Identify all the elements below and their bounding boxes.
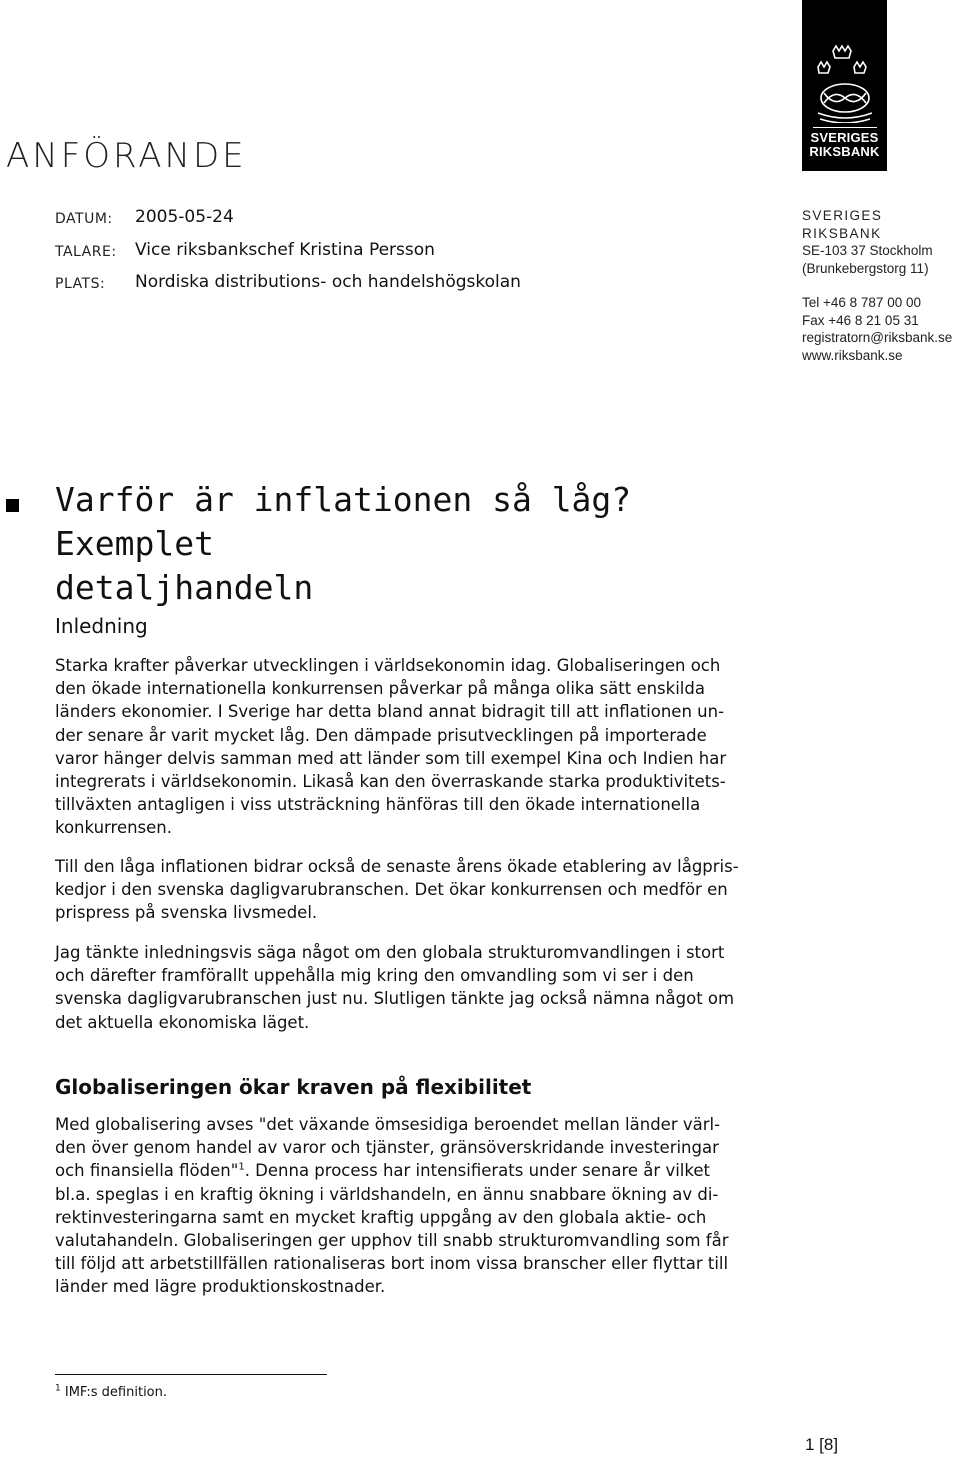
logo-text-riksbank: RIKSBANK <box>809 144 880 159</box>
headline-line: detaljhandeln <box>55 568 314 607</box>
text-line: integrerats i världsekonomin. Likaså kan den överraskande starka produktivitets- <box>55 772 726 792</box>
address-org: SVERIGES RIKSBANK <box>802 208 883 241</box>
section-heading-globalization: Globaliseringen ökar kraven på flexibilitet <box>55 1075 532 1099</box>
text-line: Jag tänkte inledningsvis säga något om den globala strukturomvandlingen i stort <box>55 943 725 962</box>
page-number: 1 [8] <box>805 1435 839 1454</box>
text-line: valutahandeln. Globaliseringen ger upphov till snabb strukturomvandling som får <box>55 1231 729 1251</box>
crown-emblem-icon <box>810 43 880 123</box>
globalization-paragraph-1 <box>55 1113 795 1299</box>
text-fragment: . Denna process har intensifierats under senare år vilket <box>244 1161 710 1181</box>
footnote-text: IMF:s definition. <box>64 1385 168 1400</box>
text-line: det aktuella ekonomiska läget. <box>55 1012 310 1032</box>
meta-value-date: 2005-05-24 <box>135 207 234 227</box>
text-line: konkurrensen. <box>55 818 172 838</box>
meta-label-speaker: TALARE: <box>55 244 117 260</box>
logo-divider <box>813 127 877 128</box>
address-tel: Tel +46 8 787 00 00 <box>802 295 921 310</box>
address-fax: Fax +46 8 21 05 31 <box>802 312 919 328</box>
address-email[interactable]: registratorn@riksbank.se <box>802 330 953 345</box>
text-line: länder med lägre produktionskostnader. <box>55 1277 386 1297</box>
address-web[interactable]: www.riksbank.se <box>802 347 903 363</box>
speech-headline <box>55 478 775 610</box>
text-line: Med globalisering avses "det växande ömsesidiga beroendet mellan länder värl- <box>55 1115 721 1134</box>
text-line: kedjor i den svenska dagligvarubranschen. Det ökar konkurrensen och medför en <box>55 880 728 900</box>
logo-text-sveriges: SVERIGES <box>810 130 879 145</box>
text-line: den över genom handel av varor och tjänster, gränsöverskridande investeringar <box>55 1138 719 1158</box>
text-line: till följd att arbetstillfällen rationaliseras bort inom vissa branscher eller flyttar till <box>55 1254 729 1274</box>
text-line <box>55 1159 795 1182</box>
section-heading-intro: Inledning <box>55 614 148 638</box>
meta-label-place: PLATS: <box>55 276 106 292</box>
text-line: prispress på svenska livsmedel. <box>55 903 318 923</box>
footnote-divider <box>55 1374 327 1375</box>
text-line: den ökade internationella konkurrensen påverkar på många olika sätt enskilda <box>55 679 705 699</box>
text-line: Starka krafter påverkar utvecklingen i världsekonomin idag. Globaliseringen och <box>55 656 721 675</box>
headline-bullet-icon <box>6 499 19 512</box>
text-line: rektinvesteringarna samt en mycket kraftig uppgång av den globala aktie- och <box>55 1207 707 1227</box>
text-line: der senare år varit mycket låg. Den dämpade prisutvecklingen på importerade <box>55 725 707 745</box>
intro-paragraph-1 <box>55 654 795 840</box>
meta-label-date: DATUM: <box>55 211 113 227</box>
footnote-mark: 1 <box>55 1383 61 1394</box>
meta-value-place: Nordiska distributions- och handelshögskolan <box>135 272 521 292</box>
footnote-reference[interactable]: 1 <box>238 1161 245 1173</box>
address-visiting: (Brunkebergstorg 11) <box>802 260 929 276</box>
text-fragment: och finansiella flöden" <box>55 1161 239 1181</box>
meta-value-speaker: Vice riksbankschef Kristina Persson <box>135 240 435 260</box>
footnote <box>55 1385 167 1400</box>
text-line: svenska dagligvarubranschen just nu. Slutligen tänkte jag också nämna något om <box>55 989 735 1009</box>
text-line: länders ekonomier. I Sverige har detta bland annat bidragit till att inflationen un- <box>55 702 725 722</box>
text-line: Till den låga inflationen bidrar också de senaste årens ökade etablering av lågpris- <box>55 857 739 876</box>
intro-paragraph-3 <box>55 941 795 1034</box>
text-line: tillväxten antagligen i viss utsträckning hänföras till den ökade internationella <box>55 795 701 815</box>
text-line: bl.a. speglas i en kraftig ökning i världshandeln, en ännu snabbare ökning av di- <box>55 1184 719 1204</box>
riksbank-logo <box>802 0 887 171</box>
intro-paragraph-2 <box>55 855 795 925</box>
text-line: och därefter framförallt uppehålla mig kring den omvandling som vi ser i den <box>55 966 694 986</box>
document-type-title: ANFÖRANDE <box>6 136 247 176</box>
headline-line: Varför är inflationen så låg? Exemplet <box>55 480 632 563</box>
address-block <box>802 207 960 364</box>
text-line: varor hänger delvis samman med att länder som till exempel Kina och Indien har <box>55 748 727 768</box>
address-street: SE-103 37 Stockholm <box>802 243 933 258</box>
